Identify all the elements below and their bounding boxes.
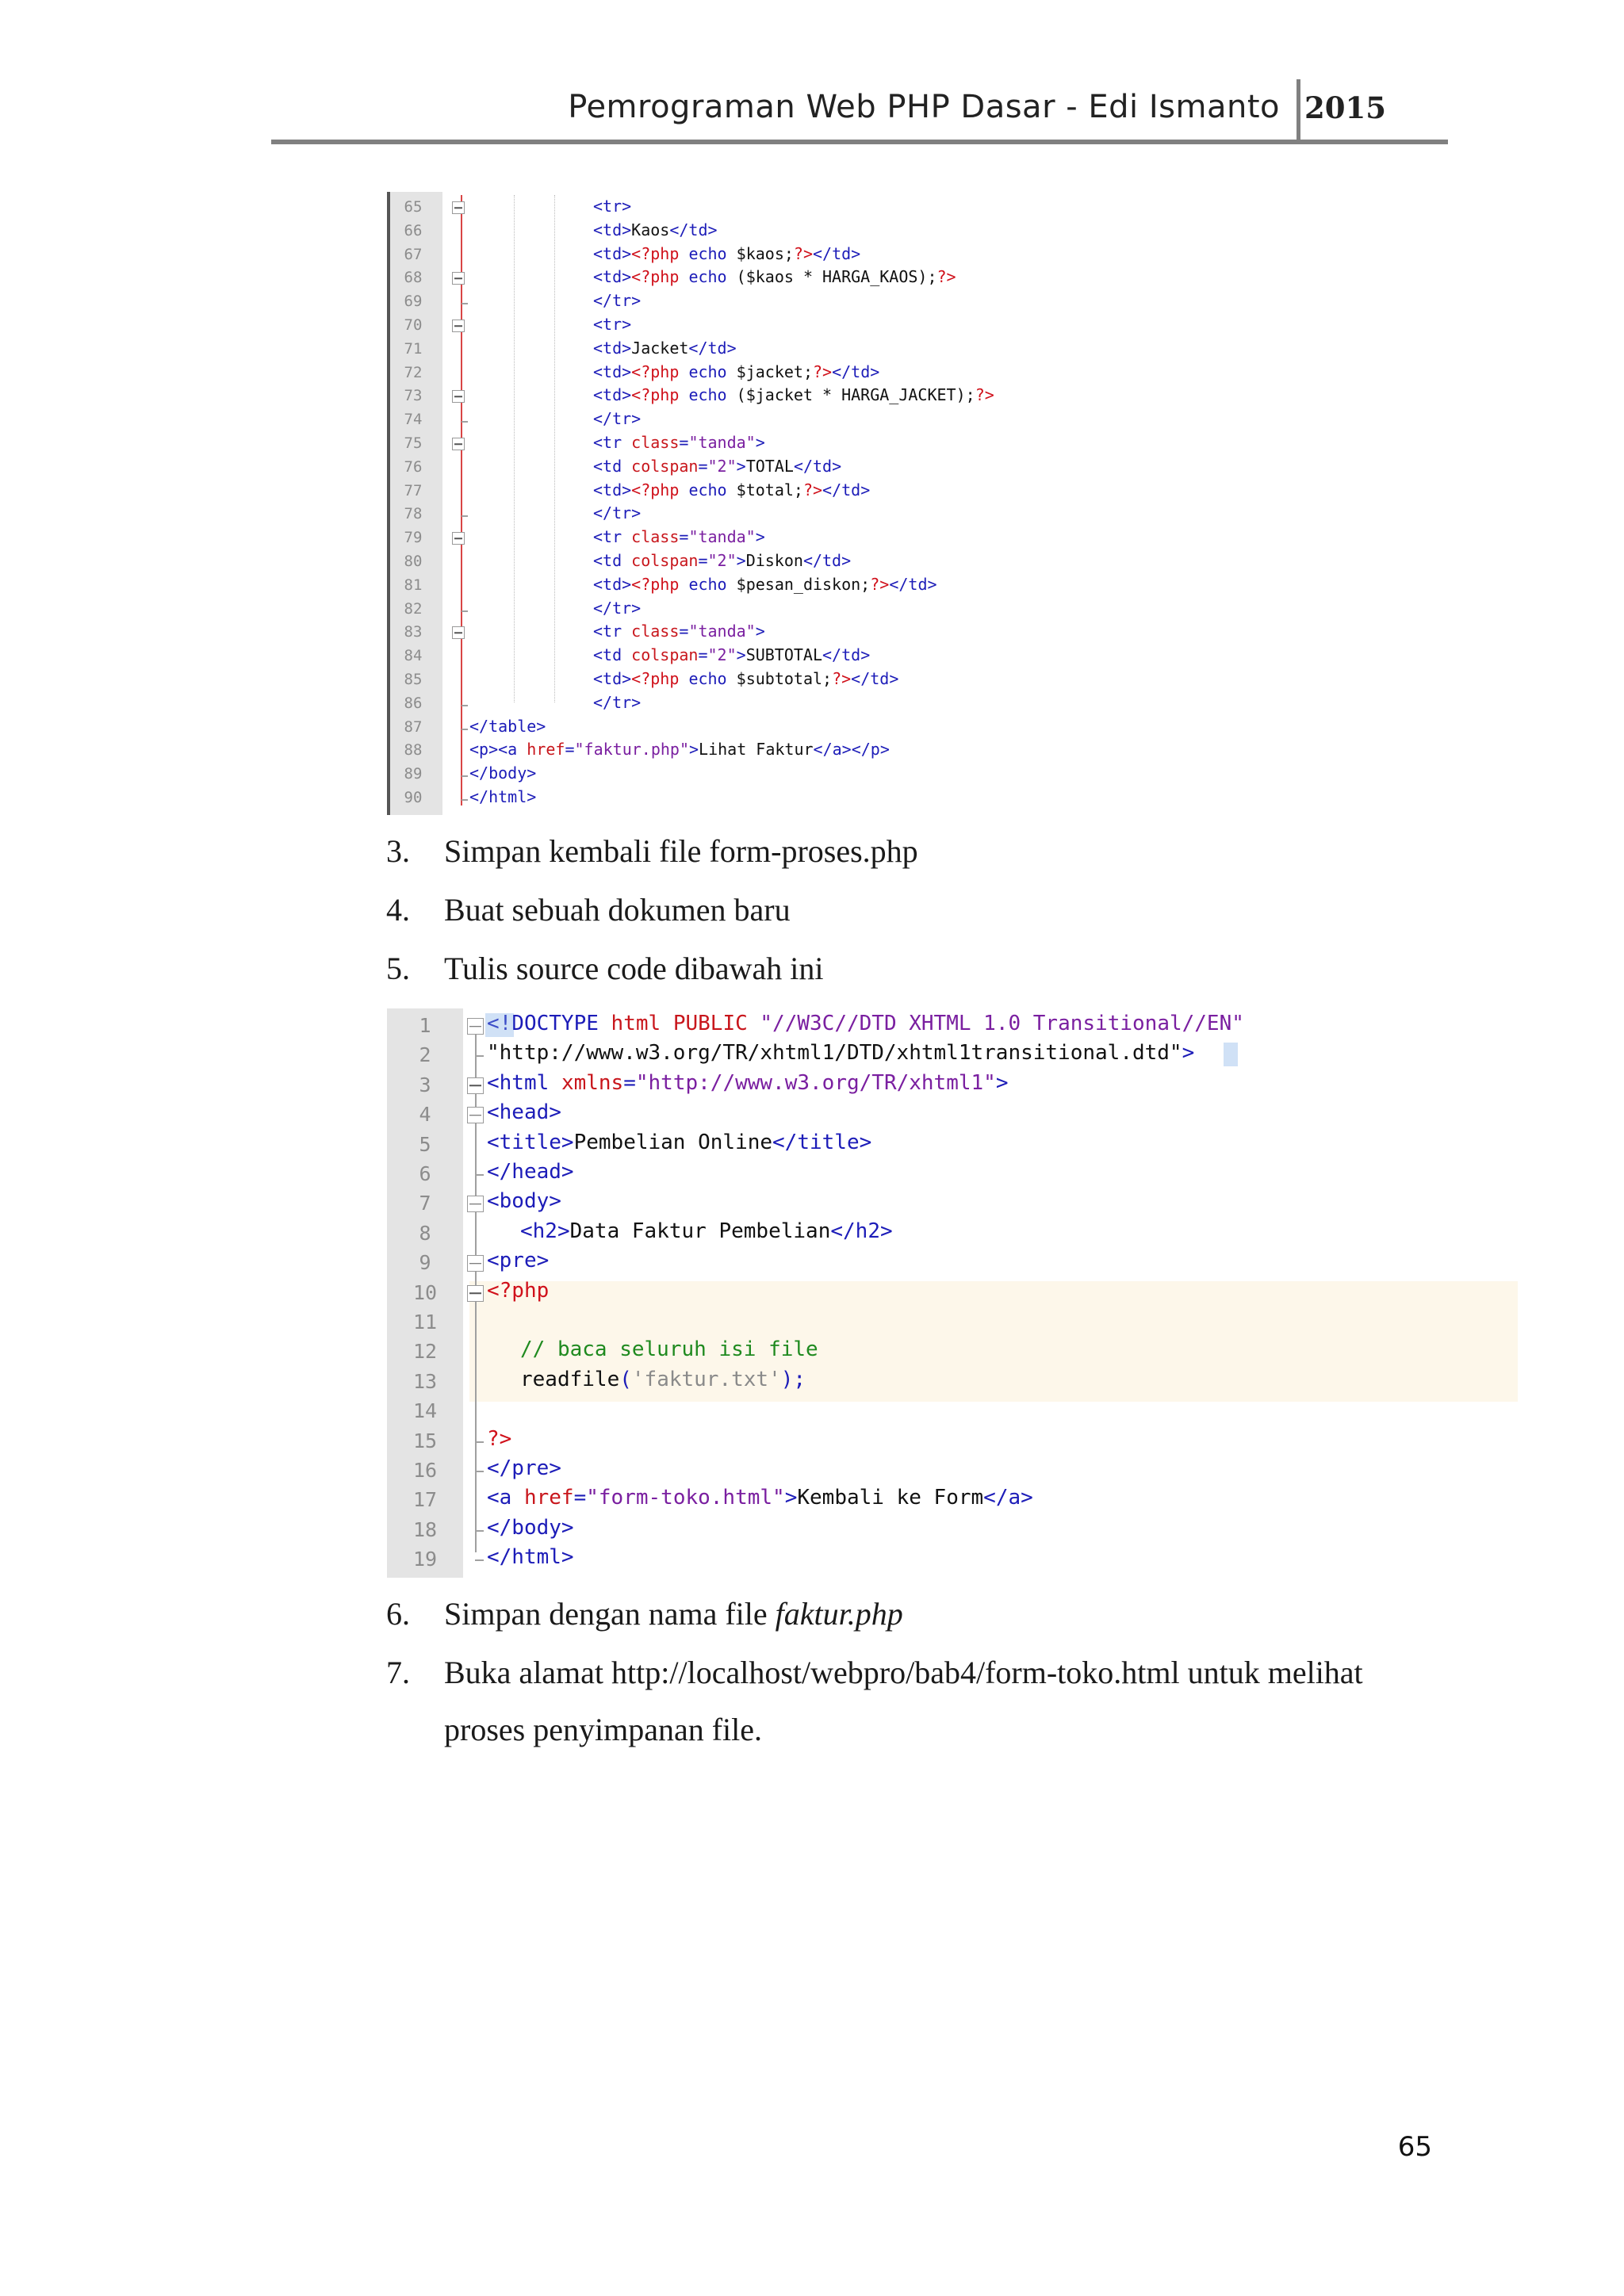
line-number: 71 [404, 339, 423, 358]
line-number: 74 [404, 411, 423, 429]
code-line: </table> [469, 716, 546, 736]
line-number: 90 [404, 789, 423, 806]
line-number: 69 [404, 293, 423, 311]
line-number: 66 [404, 221, 423, 239]
bracket-match-highlight [1224, 1043, 1238, 1066]
line-number: 13 [412, 1369, 438, 1393]
line-number: 70 [404, 316, 423, 334]
fold-toggle-icon[interactable] [452, 201, 465, 214]
code-line: </body> [469, 763, 537, 783]
line-number: 6 [419, 1162, 431, 1185]
line-number: 11 [412, 1311, 438, 1334]
line-number: 83 [404, 623, 423, 641]
code-screenshot-2 [387, 1008, 1529, 1578]
code-line: </tr> [593, 291, 642, 311]
line-number: 16 [412, 1459, 438, 1482]
list-text: Simpan dengan nama file faktur.php [444, 1596, 903, 1632]
code-line: <td><?php echo ($jacket * HARGA_JACKET);?> [593, 385, 994, 405]
fold-end-marker [475, 1441, 484, 1443]
header-rule [271, 140, 1448, 144]
list-number: 7. [386, 1655, 410, 1690]
line-number: 12 [412, 1340, 438, 1364]
code-line: <?php [487, 1278, 550, 1303]
code-line: <tr> [593, 315, 632, 334]
code-line: </html> [487, 1545, 574, 1570]
code-line: </html> [469, 787, 537, 806]
code-line: </pre> [487, 1456, 561, 1480]
fold-end-marker [475, 1471, 484, 1472]
list-text: Simpan kembali file form-proses.php [444, 833, 918, 869]
line-number: 72 [404, 363, 423, 381]
code-line: <td><?php echo $total;?></td> [593, 480, 871, 499]
code-line: <h2>Data Faktur Pembelian</h2> [520, 1219, 893, 1243]
fold-toggle-icon[interactable] [467, 1077, 484, 1094]
line-number: 7 [419, 1192, 431, 1215]
code-line: <td colspan="2">Diskon</td> [593, 551, 852, 570]
fold-toggle-icon[interactable] [467, 1107, 484, 1123]
line-number: 89 [404, 765, 423, 783]
code-line: "http://www.w3.org/TR/xhtml1/DTD/xhtml1transitional.dtd"> [487, 1041, 1195, 1066]
code-screenshot-1 [387, 192, 994, 815]
code-line: <head> [487, 1100, 561, 1125]
header-title: Pemrograman Web PHP Dasar - Edi Ismanto [568, 89, 1280, 125]
fold-toggle-icon[interactable] [467, 1018, 484, 1035]
fold-toggle-icon[interactable] [452, 320, 465, 332]
bracket-match-highlight [485, 1013, 514, 1037]
line-number: 81 [404, 576, 423, 594]
fold-toggle-icon[interactable] [452, 438, 465, 450]
fold-end-marker [462, 705, 468, 706]
code-line: </tr> [593, 598, 642, 618]
code-line: <tr> [593, 197, 632, 216]
fold-end-marker [475, 1559, 484, 1561]
code-line: <td>Kaos</td> [593, 220, 718, 239]
code-line: <td><?php echo $pesan_diskon;?></td> [593, 574, 937, 594]
code-line: <td colspan="2">SUBTOTAL</td> [593, 645, 871, 665]
header-year: 2015 [1304, 90, 1386, 125]
fold-end-marker [462, 729, 468, 730]
code-line: ?> [487, 1426, 512, 1451]
code-line: <a href="form-toko.html">Kembali ke Form</a> [487, 1486, 1033, 1510]
fold-end-marker [462, 303, 468, 304]
code-line: </tr> [593, 409, 642, 429]
fold-end-marker [475, 1530, 484, 1532]
fold-toggle-icon[interactable] [452, 390, 465, 403]
code-line: <tr class="tanda"> [593, 527, 765, 547]
list-text-continued: proses penyimpanan file. [444, 1712, 762, 1747]
list-number: 4. [386, 892, 410, 928]
line-number: 2 [419, 1043, 431, 1067]
fold-toggle-icon[interactable] [452, 272, 465, 285]
page-header [271, 79, 1448, 144]
line-number: 5 [419, 1132, 431, 1156]
line-number: 78 [404, 505, 423, 523]
indent-guide [514, 195, 515, 702]
fold-end-marker [462, 610, 468, 612]
line-number: 3 [419, 1073, 431, 1096]
fold-end-marker [462, 799, 468, 801]
code-line: <td colspan="2">TOTAL</td> [593, 456, 842, 476]
fold-end-marker [462, 515, 468, 517]
line-number: 88 [404, 741, 423, 760]
fold-toggle-icon[interactable] [452, 626, 465, 639]
code-line: <p><a href="faktur.php">Lihat Faktur</a></p> [469, 740, 890, 760]
line-number: 18 [412, 1517, 438, 1541]
code-line: </head> [487, 1160, 574, 1184]
line-number: 1 [419, 1014, 431, 1037]
line-number: 77 [404, 481, 423, 499]
fold-end-marker [462, 775, 468, 777]
header-divider [1297, 79, 1300, 141]
code-line: </body> [487, 1515, 574, 1540]
page-number: 65 [1397, 2131, 1432, 2163]
code-line: <td><?php echo $kaos;?></td> [593, 243, 861, 263]
fold-end-marker [475, 1055, 484, 1057]
line-number: 68 [404, 269, 423, 287]
fold-end-marker [462, 421, 468, 423]
fold-end-marker [475, 1174, 484, 1176]
line-number: 84 [404, 647, 423, 665]
line-number: 85 [404, 671, 423, 688]
fold-margin-line [461, 195, 462, 806]
line-number: 73 [404, 387, 423, 405]
code-line: <!DOCTYPE html PUBLIC "//W3C//DTD XHTML 1.0 Transitional//EN" [487, 1012, 1244, 1035]
fold-toggle-icon[interactable] [467, 1285, 484, 1302]
line-number: 19 [412, 1548, 438, 1571]
line-number: 86 [404, 694, 423, 712]
line-number: 67 [404, 245, 423, 263]
code-line: <td>Jacket</td> [593, 338, 737, 358]
line-number: 79 [404, 529, 423, 547]
list-number: 6. [386, 1596, 410, 1632]
code-line: <td><?php echo $jacket;?></td> [593, 362, 880, 381]
code-line: </tr> [593, 503, 642, 523]
fold-toggle-icon[interactable] [467, 1255, 484, 1272]
code-line: <td><?php echo ($kaos * HARGA_KAOS);?> [593, 267, 956, 287]
filename-italic: faktur.php [775, 1596, 903, 1632]
line-number: 76 [404, 457, 423, 476]
fold-toggle-icon[interactable] [467, 1196, 484, 1212]
list-number: 3. [386, 833, 410, 869]
code-line: // baca seluruh isi file [520, 1337, 818, 1362]
list-text: Tulis source code dibawah ini [444, 951, 824, 986]
line-number: 82 [404, 599, 423, 618]
list-text: Buka alamat http://localhost/webpro/bab4/form-toko.html untuk melihat [444, 1655, 1363, 1690]
code-line: </tr> [593, 692, 642, 712]
list-text: Buat sebuah dokumen baru [444, 892, 791, 928]
code-line: <tr class="tanda"> [593, 433, 765, 452]
line-number: 14 [412, 1399, 438, 1423]
indent-guide [554, 195, 555, 702]
code-line: readfile('faktur.txt'); [520, 1367, 806, 1391]
line-number: 17 [412, 1488, 438, 1512]
line-number: 65 [404, 198, 423, 216]
code-line: <pre> [487, 1249, 550, 1273]
code-line: <html xmlns="http://www.w3.org/TR/xhtml1"> [487, 1070, 1009, 1095]
line-number: 75 [404, 434, 423, 452]
line-number: 10 [412, 1280, 438, 1304]
code-line: <title>Pembelian Online</title> [487, 1130, 872, 1154]
list-number: 5. [386, 951, 410, 986]
fold-toggle-icon[interactable] [452, 532, 465, 545]
line-number: 4 [419, 1103, 431, 1127]
code-line: <td><?php echo $subtotal;?></td> [593, 669, 899, 688]
line-number: 9 [419, 1251, 431, 1275]
line-number: 15 [412, 1429, 438, 1452]
line-number: 87 [404, 718, 423, 736]
code-line: <tr class="tanda"> [593, 622, 765, 641]
line-number: 8 [419, 1221, 431, 1245]
code-line: <body> [487, 1189, 561, 1214]
line-number: 80 [404, 553, 423, 570]
